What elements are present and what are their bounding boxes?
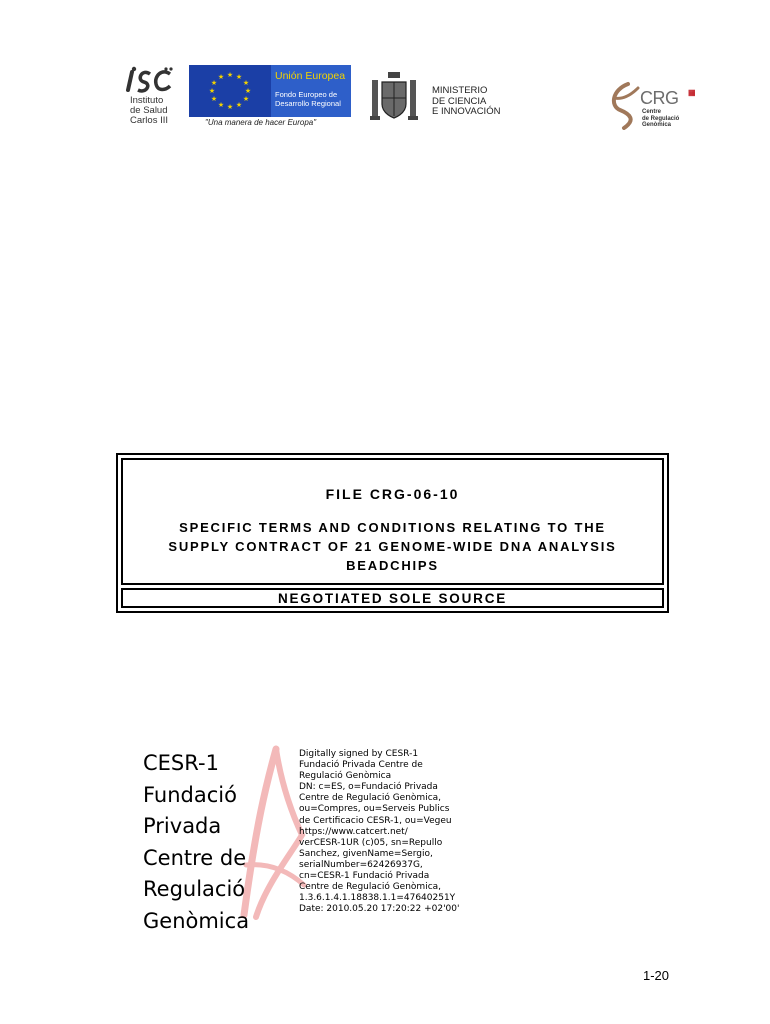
crg-subtitle: Centre de Regulació Genòmica [642, 109, 680, 128]
svg-text:★: ★ [242, 79, 250, 87]
svg-text:★: ★ [242, 95, 250, 103]
isciii-mark-icon [122, 66, 174, 94]
eu-fund-box [271, 65, 351, 117]
svg-text:★: ★ [217, 101, 225, 109]
svg-text:★: ★ [235, 73, 243, 81]
signature-details: Digitally signed by CESR-1 Fundació Privada Centre de Regulació Genòmica DN: c=ES, o=Fundació Privada Centre de Regulació Genòmica, ou=Compres, ou=Serveis Publics de Certificacio CESR-1, ou=Vegeu https://www.catcert.net/ verCESR-1UR (c)05, sn=Repullo Sanchez, givenName=Sergio, serialNumber=62426937G, cn=CESR-1 Fundació Privada Centre de Regulació Genòmica, 1.3.6.1.4.1.18838.1.1=47640251Y Date: 2010.05.20 17:20:22 +02'00' [299, 749, 460, 915]
signer-name: CESR-1 Fundació Privada Centre de Regulació Genòmica [143, 751, 250, 933]
file-reference: FILE CRG-06-10 [325, 486, 460, 502]
svg-text:★: ★ [208, 87, 216, 95]
contract-title: SPECIFIC TERMS AND CONDITIONS RELATING TO THE SUPPLY CONTRACT OF 21 GENOME-WIDE DNA ANALYSIS BEADCHIPS [168, 520, 617, 573]
crg-flag-mark-icon: ▦ [688, 88, 696, 97]
ministerio-name: MINISTERIO DE CIENCIA E INNOVACIÓN [432, 85, 501, 117]
procedure-type: NEGOTIATED SOLE SOURCE [277, 591, 508, 606]
eu-motto: "Una manera de hacer Europa" [205, 118, 317, 127]
procedure-panel [121, 588, 664, 608]
crg-letters: CRG [640, 88, 679, 108]
title-panel [121, 458, 664, 585]
isciii-name: Instituto de Salud Carlos III [130, 95, 169, 126]
title-box [116, 453, 669, 613]
page-number: 1-20 [643, 968, 670, 983]
svg-text:★: ★ [210, 95, 218, 103]
svg-text:★: ★ [226, 71, 234, 79]
crg-logo [606, 80, 702, 134]
svg-text:★: ★ [210, 79, 218, 87]
svg-text:★: ★ [226, 103, 234, 111]
eu-logo [189, 65, 351, 117]
coat-of-arms-icon [368, 70, 420, 126]
svg-text:★: ★ [244, 87, 252, 95]
ministerio-logo [368, 70, 508, 126]
eu-title: Unión Europea [275, 70, 346, 82]
eu-flag-icon [189, 65, 271, 117]
isciii-logo [118, 66, 180, 130]
eu-subtitle: Fondo Europeo de Desarrollo Regional [275, 90, 341, 108]
svg-text:★: ★ [217, 73, 225, 81]
svg-text:★: ★ [235, 101, 243, 109]
